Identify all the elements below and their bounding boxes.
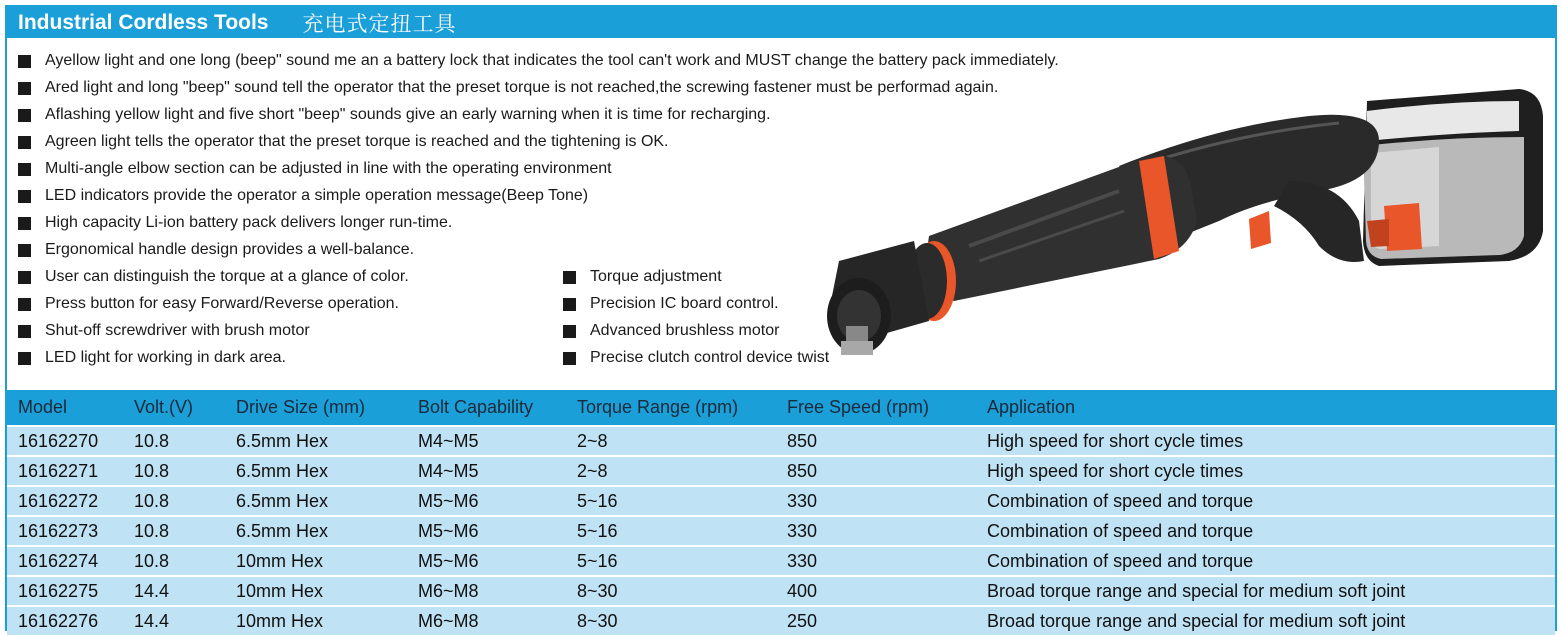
table-cell: 10mm Hex: [236, 550, 324, 571]
square-bullet-icon: [18, 217, 31, 230]
table-cell: Combination of speed and torque: [987, 520, 1254, 541]
square-bullet-icon: [18, 136, 31, 149]
column-header: Drive Size (mm): [236, 397, 365, 417]
table-cell: 10mm Hex: [236, 610, 324, 631]
table-header: [7, 390, 1555, 425]
table-cell: High speed for short cycle times: [987, 460, 1244, 481]
table-row: [7, 425, 1555, 455]
feature-item: Torque adjustment: [563, 266, 722, 288]
feature-item: High capacity Li-ion battery pack delivers longer run-time.: [18, 212, 452, 234]
feature-item: Ared light and long "beep" sound tell the operator that the preset torque is not reached,the screwing fastener must be performad again.: [18, 77, 998, 99]
table-cell: 16162272: [18, 490, 99, 511]
square-bullet-icon: [18, 109, 31, 122]
square-bullet-icon: [563, 271, 576, 284]
square-bullet-icon: [18, 244, 31, 257]
table-row: [7, 575, 1555, 605]
column-header: Bolt Capability: [418, 397, 534, 417]
table-cell: Combination of speed and torque: [987, 550, 1254, 571]
table-cell: 6.5mm Hex: [236, 460, 329, 481]
square-bullet-icon: [18, 190, 31, 203]
table-cell: 16162274: [18, 550, 99, 571]
feature-item: LED light for working in dark area.: [18, 347, 286, 369]
table-row: [7, 485, 1555, 515]
page-title-chinese: 充电式定扭工具: [302, 11, 457, 36]
table-cell: 6.5mm Hex: [236, 490, 329, 511]
feature-item: Precise clutch control device twist: [563, 347, 829, 369]
feature-item: Multi-angle elbow section can be adjusted in line with the operating environment: [18, 158, 612, 180]
table-cell: 8~30: [577, 610, 618, 631]
square-bullet-icon: [18, 163, 31, 176]
feature-item: Precision IC board control.: [563, 293, 779, 315]
table-cell: Combination of speed and torque: [987, 490, 1254, 511]
table-cell: 16162273: [18, 520, 99, 541]
table-cell: 10.8: [134, 550, 170, 571]
table-cell: 16162276: [18, 610, 99, 631]
feature-item: LED indicators provide the operator a simple operation message(Beep Tone): [18, 185, 588, 207]
table-cell: 400: [787, 580, 818, 601]
feature-item: User can distinguish the torque at a glance of color.: [18, 266, 409, 288]
feature-item: Advanced brushless motor: [563, 320, 779, 342]
table-cell: 850: [787, 430, 818, 451]
feature-item: Ergonomical handle design provides a well-balance.: [18, 239, 414, 261]
table-cell: 5~16: [577, 520, 618, 541]
column-header: Volt.(V): [134, 397, 194, 417]
spec-table: [7, 390, 1555, 635]
table-cell: M5~M6: [418, 520, 479, 541]
column-header: Application: [987, 397, 1076, 417]
column-header: Torque Range (rpm): [577, 397, 739, 417]
cordless-angle-screwdriver-image: [819, 71, 1549, 361]
angle-head: [827, 241, 956, 355]
table-cell: 5~16: [577, 550, 618, 571]
page-title: Industrial Cordless Tools: [18, 10, 269, 34]
feature-item: Ayellow light and one long (beep" sound me an a battery lock that indicates the tool can't work and MUST change the battery pack immediately.: [18, 50, 1059, 72]
table-cell: 330: [787, 520, 818, 541]
table-cell: M6~M8: [418, 580, 479, 601]
square-bullet-icon: [563, 325, 576, 338]
square-bullet-icon: [18, 271, 31, 284]
table-cell: 16162271: [18, 460, 99, 481]
square-bullet-icon: [18, 82, 31, 95]
square-bullet-icon: [18, 55, 31, 68]
battery-pack: [1363, 89, 1543, 266]
table-cell: M4~M5: [418, 430, 479, 451]
column-header: Model: [18, 397, 68, 417]
table-cell: 10.8: [134, 520, 170, 541]
table-cell: 10.8: [134, 490, 170, 511]
table-cell: 8~30: [577, 580, 618, 601]
table-row: [7, 545, 1555, 575]
table-cell: 10.8: [134, 430, 170, 451]
table-cell: 16162275: [18, 580, 99, 601]
table-cell: 330: [787, 490, 818, 511]
table-row: [7, 455, 1555, 485]
table-cell: 16162270: [18, 430, 99, 451]
table-cell: 330: [787, 550, 818, 571]
table-cell: M5~M6: [418, 490, 479, 511]
table-cell: 2~8: [577, 460, 608, 481]
square-bullet-icon: [18, 352, 31, 365]
table-cell: 10mm Hex: [236, 580, 324, 601]
square-bullet-icon: [18, 298, 31, 311]
table-row: [7, 605, 1555, 635]
feature-item: Press button for easy Forward/Reverse operation.: [18, 293, 399, 315]
feature-item: Agreen light tells the operator that the preset torque is reached and the tightening is OK.: [18, 131, 669, 153]
table-cell: M6~M8: [418, 610, 479, 631]
column-header: Free Speed (rpm): [787, 397, 930, 417]
table-cell: M4~M5: [418, 460, 479, 481]
table-cell: 14.4: [134, 610, 170, 631]
table-cell: 6.5mm Hex: [236, 430, 329, 451]
table-cell: M5~M6: [418, 550, 479, 571]
header-bar: [7, 7, 1555, 38]
square-bullet-icon: [563, 352, 576, 365]
table-cell: Broad torque range and special for medium soft joint: [987, 610, 1406, 631]
feature-item: Aflashing yellow light and five short "beep" sounds give an early warning when it is time for recharging.: [18, 104, 771, 126]
table-cell: 5~16: [577, 490, 618, 511]
table-cell: 14.4: [134, 580, 170, 601]
square-bullet-icon: [563, 298, 576, 311]
feature-list: [7, 38, 1555, 388]
table-cell: 850: [787, 460, 818, 481]
square-bullet-icon: [18, 325, 31, 338]
table-cell: 6.5mm Hex: [236, 520, 329, 541]
table-cell: 2~8: [577, 430, 608, 451]
table-cell: 10.8: [134, 460, 170, 481]
feature-item: Shut-off screwdriver with brush motor: [18, 320, 310, 342]
table-cell: High speed for short cycle times: [987, 430, 1244, 451]
spec-sheet: [5, 5, 1557, 631]
table-row: [7, 515, 1555, 545]
table-cell: 250: [787, 610, 818, 631]
table-cell: Broad torque range and special for medium soft joint: [987, 580, 1406, 601]
